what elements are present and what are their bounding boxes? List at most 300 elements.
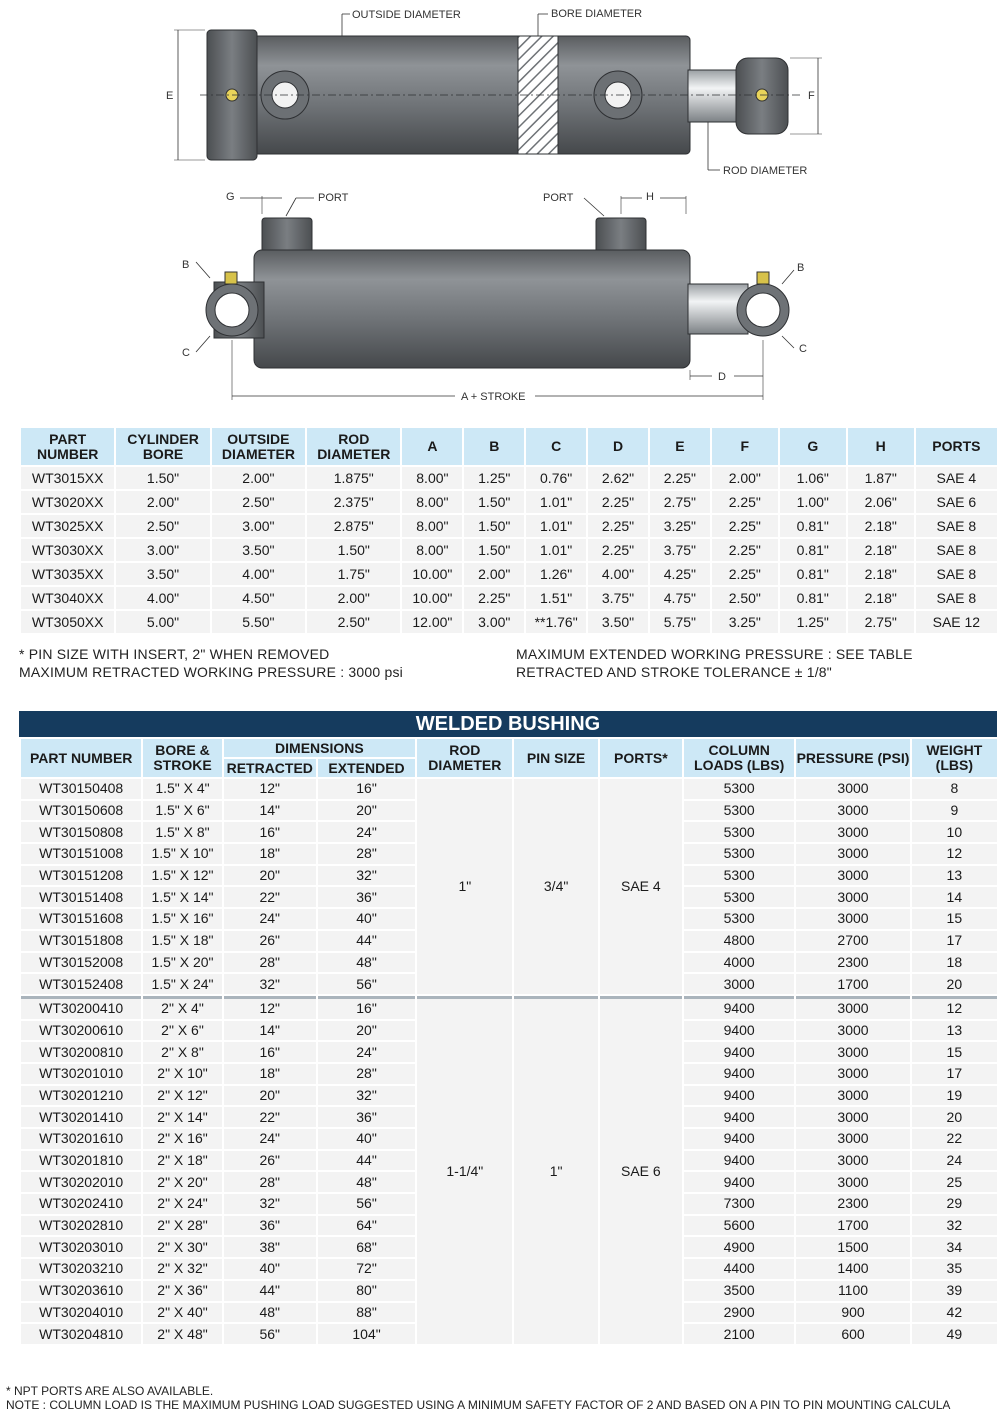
table-cell: WT3015XX (21, 467, 114, 489)
table-cell: 2.50" (307, 611, 400, 633)
table-cell: 9400 (684, 1021, 794, 1041)
table-cell: 2300 (796, 953, 909, 973)
table-row (21, 539, 997, 561)
table-cell: 22" (224, 887, 316, 907)
label-h: H (646, 191, 654, 203)
table-cell: 9400 (684, 1107, 794, 1127)
table-cell: 80" (318, 1281, 415, 1301)
table-cell: 0.81" (780, 587, 846, 609)
table-cell: 56" (224, 1324, 316, 1344)
table-cell: 12 (912, 844, 997, 864)
table-cell: WT30200810 (21, 1042, 141, 1062)
label-g: G (226, 191, 235, 203)
table-cell: 4.75" (650, 587, 710, 609)
table-cell: 1.5" X 16" (143, 909, 221, 929)
label-bore-diameter: BORE DIAMETER (551, 8, 643, 20)
table-cell: 1.5" X 8" (143, 822, 221, 842)
table-cell: 32" (224, 974, 316, 994)
table-cell: 1.50" (464, 491, 524, 513)
table-cell: 36" (224, 1216, 316, 1236)
table-cell: 4.00" (588, 563, 648, 585)
label-a-stroke: A + STROKE (461, 391, 526, 403)
note-retracted-pressure: MAXIMUM RETRACTED WORKING PRESSURE : 3000 psi (19, 664, 403, 680)
merged-cell-pin-size: 3/4" (514, 779, 597, 994)
table-cell: 4.25" (650, 563, 710, 585)
side-view (182, 191, 807, 403)
table-cell: 4800 (684, 931, 794, 951)
table-cell: 26" (224, 931, 316, 951)
table-cell: WT30151608 (21, 909, 141, 929)
table-cell: 9400 (684, 1086, 794, 1106)
table-cell: 22" (224, 1107, 316, 1127)
table-cell: 12.00" (402, 611, 462, 633)
table-cell: 2.50" (212, 491, 305, 513)
table-cell: 18" (224, 1064, 316, 1084)
table-cell: WT30201210 (21, 1086, 141, 1106)
table-cell: 5300 (684, 887, 794, 907)
welded-bushing-table (19, 737, 999, 1346)
table-cell: 17 (912, 1064, 997, 1084)
table-cell: 1.5" X 20" (143, 953, 221, 973)
spec-header: H (848, 428, 914, 465)
cylinder-technical-drawing (0, 0, 1000, 420)
table-cell: 24 (912, 1151, 997, 1171)
table-cell: 1700 (796, 974, 909, 994)
table-cell: 2.00" (464, 563, 524, 585)
table-cell: WT3025XX (21, 515, 114, 537)
bushing-header-row (21, 739, 997, 757)
table-cell: 12 (912, 996, 997, 1019)
table-cell: 2.875" (307, 515, 400, 537)
table-cell: 38" (224, 1237, 316, 1257)
label-b-left: B (182, 259, 190, 271)
table-cell: 1.26" (526, 563, 586, 585)
table-cell: 2700 (796, 931, 909, 951)
table-cell: 24" (318, 822, 415, 842)
table-cell: 48" (318, 1172, 415, 1192)
table-cell: 20" (224, 1086, 316, 1106)
table-cell: 1.25" (780, 611, 846, 633)
table-cell: 17 (912, 931, 997, 951)
table-cell: 32" (224, 1194, 316, 1214)
table-cell: 12" (224, 996, 316, 1019)
table-cell: WT30202010 (21, 1172, 141, 1192)
table-cell: 2300 (796, 1194, 909, 1214)
table-cell: WT30202810 (21, 1216, 141, 1236)
table-cell: 34 (912, 1237, 997, 1257)
table-cell: WT30151008 (21, 844, 141, 864)
table-cell: 2" X 16" (143, 1129, 221, 1149)
table-cell: 14" (224, 1021, 316, 1041)
table-cell: 3000 (796, 996, 909, 1019)
table-cell: 3.50" (116, 563, 209, 585)
table-cell: WT30204810 (21, 1324, 141, 1344)
footnote-npt: * NPT PORTS ARE ALSO AVAILABLE. (6, 1384, 214, 1398)
base-bushing-bore (215, 293, 249, 327)
table-cell: 3.75" (650, 539, 710, 561)
table-cell: WT30150808 (21, 822, 141, 842)
table-cell: WT30203010 (21, 1237, 141, 1257)
spec-header: OUTSIDE DIAMETER (212, 428, 305, 465)
spec-header: CYLINDER BORE (116, 428, 209, 465)
table-cell: 2" X 32" (143, 1259, 221, 1279)
grease-fitting-icon (757, 272, 769, 284)
table-cell: 88" (318, 1303, 415, 1323)
header-column-loads: COLUMN LOADS (LBS) (684, 739, 794, 777)
table-cell: 1.75" (307, 563, 400, 585)
table-cell: WT30150408 (21, 779, 141, 799)
table-cell: 2.18" (848, 515, 914, 537)
label-port-right: PORT (543, 192, 574, 204)
table-cell: 32" (318, 866, 415, 886)
table-cell: 2.25" (712, 491, 778, 513)
table-cell: 2.18" (848, 539, 914, 561)
spec-header: PORTS (916, 428, 997, 465)
header-part-number: PART NUMBER (21, 739, 141, 777)
table-cell: 32 (912, 1216, 997, 1236)
table-cell: WT30201410 (21, 1107, 141, 1127)
table-cell: 2.25" (712, 515, 778, 537)
table-cell: 2.00" (307, 587, 400, 609)
label-c-right: C (799, 343, 807, 355)
table-cell: 36" (318, 887, 415, 907)
table-cell: 1.06" (780, 467, 846, 489)
table-cell: 2.00" (212, 467, 305, 489)
piston-rod-top (688, 70, 738, 122)
table-cell: 3.75" (588, 587, 648, 609)
spec-header: G (780, 428, 846, 465)
merged-cell-rod-diameter: 1-1/4" (417, 996, 512, 1344)
table-row (21, 515, 997, 537)
table-cell: 3000 (796, 844, 909, 864)
table-cell: 2" X 12" (143, 1086, 221, 1106)
table-cell: 40" (318, 1129, 415, 1149)
table-cell: 5300 (684, 909, 794, 929)
table-row (21, 779, 997, 799)
table-cell: 15 (912, 909, 997, 929)
table-cell: 2.25" (588, 515, 648, 537)
table-cell: 3.50" (212, 539, 305, 561)
spec-header-row (21, 428, 997, 465)
table-cell: 15 (912, 1042, 997, 1062)
table-cell: 9 (912, 801, 997, 821)
table-cell: WT3030XX (21, 539, 114, 561)
table-cell: WT3050XX (21, 611, 114, 633)
merged-cell-pin-size: 1" (514, 996, 597, 1344)
table-cell: 1.5" X 10" (143, 844, 221, 864)
table-cell: 4900 (684, 1237, 794, 1257)
table-cell: 29 (912, 1194, 997, 1214)
table-cell: 5.50" (212, 611, 305, 633)
table-cell: 22 (912, 1129, 997, 1149)
table-cell: 9400 (684, 1064, 794, 1084)
table-cell: WT30201610 (21, 1129, 141, 1149)
merged-cell-ports: SAE 6 (600, 996, 682, 1344)
table-cell: 3.50" (588, 611, 648, 633)
table-cell: 44" (224, 1281, 316, 1301)
table-cell: 2.375" (307, 491, 400, 513)
table-cell: 1.875" (307, 467, 400, 489)
table-cell: 2.62" (588, 467, 648, 489)
table-cell: WT30152008 (21, 953, 141, 973)
table-cell: 1.01" (526, 491, 586, 513)
table-cell: 2" X 10" (143, 1064, 221, 1084)
table-cell: 3000 (796, 1151, 909, 1171)
table-cell: WT3040XX (21, 587, 114, 609)
rod-bushing-bore (746, 293, 780, 327)
table-cell: 14" (224, 801, 316, 821)
table-cell: 4.00" (212, 563, 305, 585)
table-cell: 2" X 8" (143, 1042, 221, 1062)
table-cell: 28" (318, 1064, 415, 1084)
table-cell: 3000 (796, 1129, 909, 1149)
table-cell: 5600 (684, 1216, 794, 1236)
table-cell: 8.00" (402, 491, 462, 513)
table-cell: 16" (318, 779, 415, 799)
grease-fitting-icon (225, 272, 237, 284)
spec-header: PART NUMBER (21, 428, 114, 465)
table-cell: 5300 (684, 844, 794, 864)
table-cell: 24" (224, 909, 316, 929)
table-cell: 8.00" (402, 467, 462, 489)
table-cell: WT30201810 (21, 1151, 141, 1171)
table-cell: 2.75" (650, 491, 710, 513)
table-cell: 0.81" (780, 563, 846, 585)
note-pin-size: * PIN SIZE WITH INSERT, 2" WHEN REMOVED (19, 646, 330, 662)
table-cell: 16" (318, 996, 415, 1019)
table-cell: 2.50" (712, 587, 778, 609)
table-cell: 2" X 24" (143, 1194, 221, 1214)
table-cell: WT30200410 (21, 996, 141, 1019)
table-cell: 2" X 36" (143, 1281, 221, 1301)
spec-header: A (402, 428, 462, 465)
table-cell: 20" (318, 1021, 415, 1041)
table-cell: 2.18" (848, 563, 914, 585)
header-bore-stroke: BORE & STROKE (143, 739, 221, 777)
table-cell: 10.00" (402, 563, 462, 585)
table-cell: 1500 (796, 1237, 909, 1257)
table-cell: 10.00" (402, 587, 462, 609)
table-cell: 2" X 6" (143, 1021, 221, 1041)
table-cell: 49 (912, 1324, 997, 1344)
table-cell: 3000 (796, 887, 909, 907)
table-cell: 8.00" (402, 539, 462, 561)
table-cell: 19 (912, 1086, 997, 1106)
table-cell: 16" (224, 822, 316, 842)
table-cell: 1.50" (307, 539, 400, 561)
table-cell: 2.00" (116, 491, 209, 513)
table-cell: 104" (318, 1324, 415, 1344)
table-cell: SAE 8 (916, 563, 997, 585)
table-cell: 3.00" (116, 539, 209, 561)
table-cell: 9400 (684, 1129, 794, 1149)
table-cell: 3.25" (712, 611, 778, 633)
table-cell: 13 (912, 1021, 997, 1041)
header-rod-diameter: ROD DIAMETER (417, 739, 512, 777)
table-cell: 44" (318, 1151, 415, 1171)
table-cell: 2.25" (588, 539, 648, 561)
table-cell: 1.01" (526, 515, 586, 537)
dimension-spec-table (19, 426, 999, 635)
table-cell: 1.5" X 6" (143, 801, 221, 821)
header-extended: EXTENDED (318, 759, 415, 777)
table-cell: SAE 8 (916, 515, 997, 537)
table-cell: 9400 (684, 1172, 794, 1192)
table-cell: 1.50" (116, 467, 209, 489)
label-outside-diameter: OUTSIDE DIAMETER (352, 9, 461, 21)
table-cell: 3000 (796, 822, 909, 842)
header-dimensions: DIMENSIONS (224, 739, 416, 757)
table-cell: 9400 (684, 1042, 794, 1062)
table-cell: 900 (796, 1303, 909, 1323)
table-cell: 600 (796, 1324, 909, 1344)
table-cell: 2" X 4" (143, 996, 221, 1019)
table-cell: 32" (318, 1086, 415, 1106)
table-cell: 2900 (684, 1303, 794, 1323)
table-cell: 3500 (684, 1281, 794, 1301)
note-stroke-tolerance: RETRACTED AND STROKE TOLERANCE ± 1/8" (516, 664, 832, 680)
table-cell: 68" (318, 1237, 415, 1257)
table-cell: 10 (912, 822, 997, 842)
table-cell: 44" (318, 931, 415, 951)
table-cell: 56" (318, 974, 415, 994)
table-cell: SAE 4 (916, 467, 997, 489)
table-cell: 40" (224, 1259, 316, 1279)
table-cell: 2" X 18" (143, 1151, 221, 1171)
table-cell: 1.87" (848, 467, 914, 489)
header-ports: PORTS* (600, 739, 682, 777)
spec-header: B (464, 428, 524, 465)
table-cell: 9400 (684, 996, 794, 1019)
spec-header: ROD DIAMETER (307, 428, 400, 465)
spec-table-body (21, 467, 997, 633)
footnote-column-load: NOTE : COLUMN LOAD IS THE MAXIMUM PUSHING LOAD SUGGESTED USING A MINIMUM SAFETY FACTOR OF 2 AND BASED ON A PIN TO PIN MOUNTING CALCULA (6, 1398, 951, 1412)
table-cell: WT30151808 (21, 931, 141, 951)
table-cell: 4400 (684, 1259, 794, 1279)
table-cell: 2.25" (588, 491, 648, 513)
table-cell: 9400 (684, 1151, 794, 1171)
header-retracted: RETRACTED (224, 759, 316, 777)
table-cell: 2" X 30" (143, 1237, 221, 1257)
table-cell: 5.75" (650, 611, 710, 633)
table-cell: 8 (912, 779, 997, 799)
label-c-left: C (182, 347, 190, 359)
table-cell: 2" X 14" (143, 1107, 221, 1127)
table-cell: 5.00" (116, 611, 209, 633)
table-row (21, 587, 997, 609)
table-cell: 2.50" (116, 515, 209, 537)
table-cell: 7300 (684, 1194, 794, 1214)
table-cell: 20 (912, 974, 997, 994)
table-cell: 1.50" (464, 515, 524, 537)
table-row (21, 611, 997, 633)
table-cell: WT30203610 (21, 1281, 141, 1301)
table-cell: 14 (912, 887, 997, 907)
table-cell: 2" X 28" (143, 1216, 221, 1236)
table-cell: 3000 (796, 1086, 909, 1106)
table-cell: **1.76" (526, 611, 586, 633)
table-cell: 1.5" X 24" (143, 974, 221, 994)
table-cell: WT30152408 (21, 974, 141, 994)
table-cell: WT30151408 (21, 887, 141, 907)
table-cell: 20" (224, 866, 316, 886)
table-cell: WT30151208 (21, 866, 141, 886)
table-cell: 3.00" (212, 515, 305, 537)
cylinder-barrel-side (254, 250, 690, 368)
merged-cell-ports: SAE 4 (600, 779, 682, 994)
table-cell: 18 (912, 953, 997, 973)
table-cell: 24" (318, 1042, 415, 1062)
header-weight: WEIGHT (LBS) (912, 739, 997, 777)
table-cell: 26" (224, 1151, 316, 1171)
table-cell: 3.00" (464, 611, 524, 633)
table-cell: 20" (318, 801, 415, 821)
table-cell: 1.5" X 4" (143, 779, 221, 799)
welded-bushing-title: WELDED BUSHING (19, 711, 997, 737)
table-cell: 1700 (796, 1216, 909, 1236)
table-cell: 48" (318, 953, 415, 973)
label-f: F (808, 90, 815, 102)
table-cell: 36" (318, 1107, 415, 1127)
table-cell: WT30204010 (21, 1303, 141, 1323)
table-cell: WT3035XX (21, 563, 114, 585)
table-cell: 3000 (796, 1107, 909, 1127)
table-cell: 0.76" (526, 467, 586, 489)
table-cell: 1400 (796, 1259, 909, 1279)
merged-cell-rod-diameter: 1" (417, 779, 512, 994)
table-cell: 0.81" (780, 539, 846, 561)
table-cell: WT30150608 (21, 801, 141, 821)
table-cell: WT3020XX (21, 491, 114, 513)
table-cell: 1.51" (526, 587, 586, 609)
bushing-table-body (21, 779, 997, 1344)
table-cell: 4000 (684, 953, 794, 973)
table-row (21, 563, 997, 585)
table-cell: 28" (318, 844, 415, 864)
table-cell: 1.50" (464, 539, 524, 561)
table-cell: 3000 (796, 1021, 909, 1041)
table-cell: 8.00" (402, 515, 462, 537)
note-extended-pressure: MAXIMUM EXTENDED WORKING PRESSURE : SEE TABLE (516, 646, 913, 662)
table-cell: 3000 (796, 801, 909, 821)
table-cell: 1.25" (464, 467, 524, 489)
table-cell: 3.25" (650, 515, 710, 537)
table-cell: 72" (318, 1259, 415, 1279)
table-cell: 39 (912, 1281, 997, 1301)
top-view (166, 8, 822, 177)
label-port-left: PORT (318, 192, 349, 204)
table-cell: 5300 (684, 866, 794, 886)
label-rod-diameter: ROD DIAMETER (723, 165, 808, 177)
table-cell: 5300 (684, 822, 794, 842)
table-cell: 64" (318, 1216, 415, 1236)
table-cell: 25 (912, 1172, 997, 1192)
table-cell: SAE 8 (916, 587, 997, 609)
table-cell: 4.00" (116, 587, 209, 609)
table-cell: 2.18" (848, 587, 914, 609)
spec-header: D (588, 428, 648, 465)
table-cell: 1100 (796, 1281, 909, 1301)
table-cell: WT30201010 (21, 1064, 141, 1084)
table-cell: 1.5" X 12" (143, 866, 221, 886)
table-row (21, 491, 997, 513)
table-cell: 4.50" (212, 587, 305, 609)
table-cell: 2.25" (464, 587, 524, 609)
table-row (21, 996, 997, 1019)
table-cell: 3000 (796, 866, 909, 886)
table-cell: 35 (912, 1259, 997, 1279)
table-cell: 3000 (796, 1064, 909, 1084)
